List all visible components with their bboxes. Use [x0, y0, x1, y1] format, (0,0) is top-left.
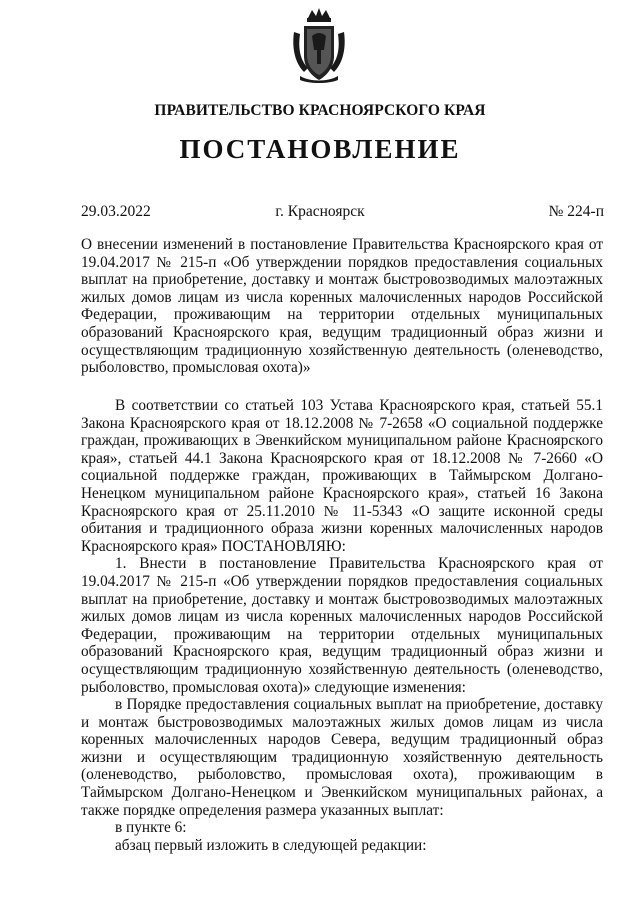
coat-of-arms-icon [288, 6, 350, 84]
preamble-paragraph: В соответствии со статьей 103 Устава Красноярского края, статьей 55.1 Закона Красноярского края от 18.12.2008 № 7-2658 «О социальной поддержке граждан, проживающих в Эвенкийском муниципальном районе Красноярского края», статьей 44.1 Закона Красноярского края от 18.12.2008 № 7-2660 «О социальной поддержке граждан, проживающих в Таймырском Долгано-Ненецком муниципальном районе Красноярского края», статьей 16 Закона Красноярского края от 25.11.2010 № 11-5343 «О защите исконной среды обитания и традиционного образа жизни коренных малочисленных народов Красноярского края» ПОСТАНОВЛЯЮ: [81, 397, 603, 555]
point-6-line: в пункте 6: [115, 819, 187, 837]
document-body [81, 397, 603, 854]
document-title [81, 236, 603, 377]
order-paragraph: в Порядке предоставления социальных выплат на приобретение, доставку и монтаж быстровозводимых малоэтажных жилых домов лицам из числа коренных малочисленных народов Севера, ведущим традиционный образ жизни и осуществляющим традиционную хозяйственную деятельность (оленеводство, рыболовство, промысловая охота), проживающим в Таймырском Долгано-Ненецком и Эвенкийском муниципальных районах, а также порядке определения размера указанных выплат: [81, 696, 603, 819]
government-name: ПРАВИТЕЛЬСТВО КРАСНОЯРСКОГО КРАЯ [154, 102, 486, 119]
item-1-paragraph: 1. Внести в постановление Правительства Красноярского края от 19.04.2017 № 215-п «Об утверждении порядков предоставления социальных выплат на приобретение, доставку и монтаж быстровозводимых малоэтажных жилых домов лицам из числа коренных малочисленных народов Российской Федерации, проживающим на территории отдельных муниципальных образований Красноярского края, ведущим традиционный образ жизни и осуществляющим традиционную хозяйственную деятельность (оленеводство, рыболовство, промысловая охота)» следующие изменения: [81, 555, 603, 696]
paragraph-1-line: абзац первый изложить в следующей редакции: [115, 836, 427, 854]
document-city: г. Красноярск [275, 203, 365, 220]
document-type: ПОСТАНОВЛЕНИЕ [179, 134, 461, 164]
document-date: 29.03.2022 [81, 203, 151, 220]
title-text: О внесении изменений в постановление Правительства Красноярского края от 19.04.2017 № 215-п «Об утверждении порядков предоставления социальных выплат на приобретение, доставку и монтаж быстровозводимых малоэтажных жилых домов лицам из числа коренных малочисленных народов Российской Федерации, проживающим на территории отдельных муниципальных образований Красноярского края, ведущим традиционный образ жизни и осуществляющим традиционную хозяйственную деятельность (оленеводство, рыболовство, промысловая охота)» [81, 236, 603, 377]
document-number: № 224-п [548, 203, 604, 220]
